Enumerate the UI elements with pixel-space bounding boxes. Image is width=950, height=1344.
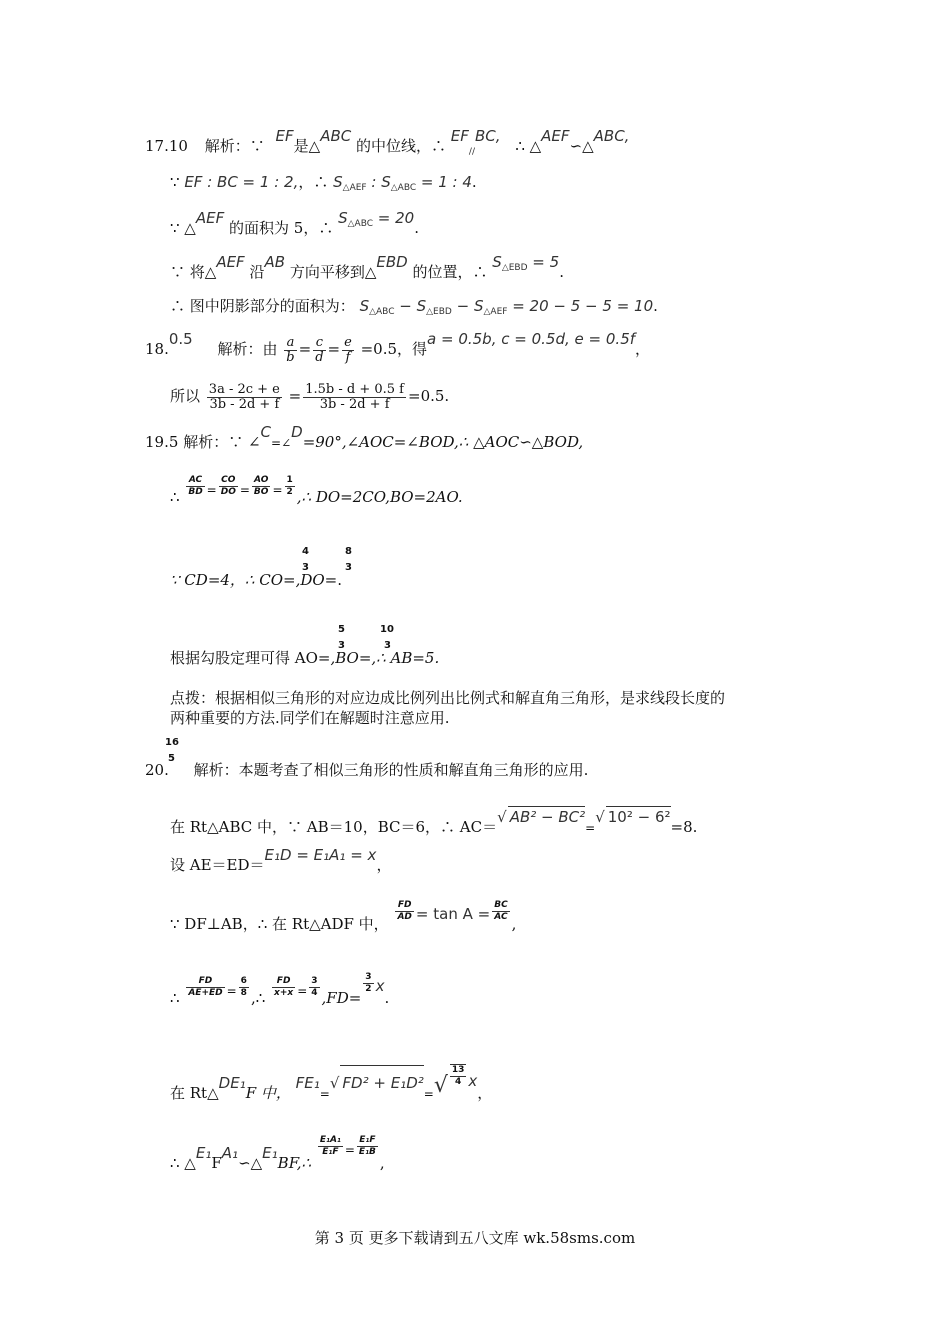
q20-line-6: 在 Rt△DE₁F 中， FE₁=√ FD² + E₁D²=√ $\frac{13}{4}$ x， <box>170 1065 493 1102</box>
q20-line-2: 在 Rt△ABC 中，∵ AB＝10，BC＝6，∴ AC＝√ AB² − BC²=√ 10² − 6²=8. <box>170 808 698 836</box>
q17-line-2: ∵ EF : BC = 1 : 2,，∴ $S_{\triangle AEF}$ : $S_{\triangle ABC} = 1$ : 4. <box>170 173 477 193</box>
q18-line-1: 18.0.5 解析：由 $\frac{a}{b}$ = $\frac{c}{d}$ = $\frac{e}{f}$ =0.5，得a = 0.5b, c = 0.5d, e = 0.5f， <box>145 330 651 365</box>
q20-line-7: ∴ △E₁FA₁∽△E₁BF,∴ $\frac{\text{E₁A₁}}{\text{E₁F}}$ = $\frac{\text{E₁F}}{\text{E₁B}}$ , <box>170 1135 385 1172</box>
q19-line-2: ∴ $\frac{AC}{BD}$ = $\frac{CO}{DO}$ = $\frac{AO}{BO}$ = $\frac{1}{2}$ ,∴ DO=2CO,BO=2AO. <box>170 475 463 506</box>
q19-ao-denominator: 3 <box>338 640 345 651</box>
q20-line-4: ∵ DF⊥AB，∴ 在 Rt△ADF 中， $\frac{FD}{AD}$ = tan A = $\frac{BC}{AC}$ , <box>170 900 517 933</box>
q20-answer-denominator: 5 <box>168 753 175 764</box>
q19-ao-numerator: 5 <box>338 624 345 635</box>
q17-line-5: ∴ 图中阴影部分的面积为： $S_{\triangle ABC} - S_{\triangle EBD} - S_{\triangle AEF} = 20 - 5 - 5 = 10$. <box>170 297 658 317</box>
q18-frac-a-b: $\frac{a}{b}$ <box>286 334 295 365</box>
page-footer: 第 3 页 更多下载请到五八文库 wk.58sms.com <box>314 1229 636 1247</box>
q17-line-1: 17.10 解析：∵ EF是△ABC 的中位线，∴ $EF_{//}BC$, ∴ △AEF∽△ABC, <box>145 127 630 157</box>
q17-line-4: ∵ 将△AEF 沿AB 方向平移到△EBD 的位置，∴ $S^{\triangle EBD} = 5$. <box>170 253 564 281</box>
q19-line-3: ∵ CD=4，∴ CO=,DO=. <box>170 571 343 589</box>
q18-frac-right: $\frac{1.5b - d + 0.5 f}{3b - 2d + f}$ <box>305 381 404 412</box>
q18-frac-e-f: $\frac{e}{f}$ <box>344 334 352 365</box>
q20-line-3: 设 AE＝ED＝E₁D = E₁A₁ = x， <box>170 846 392 874</box>
q18-answer: 0.5 <box>168 330 193 348</box>
q20-line-1: 20. 解析：本题考查了相似三角形的性质和解直角三角形的应用. <box>145 761 589 779</box>
q19-co-denominator: 3 <box>302 562 309 573</box>
q18-line-2: 所以 $\frac{3a - 2c + e}{3b - 2d + f}$ = $\frac{1.5b - d + 0.5 f}{3b - 2d + f}$ =0.5. <box>170 381 450 412</box>
q19-bo-numerator: 10 <box>380 624 394 635</box>
q19-do-numerator: 8 <box>345 546 352 557</box>
q19-line-1: 19.5 解析：∵ ∠C=∠D=90°,∠AOC=∠BOD,∴ △AOC∽△BOD, <box>145 423 584 451</box>
q18-label: 18. <box>145 340 169 358</box>
q17-label: 17.10 <box>145 137 188 155</box>
q19-label: 19.5 <box>145 433 179 451</box>
q18-frac-c-d: $\frac{c}{d}$ <box>315 334 324 365</box>
q20-answer-numerator: 16 <box>165 737 179 748</box>
q18-frac-left: $\frac{3a - 2c + e}{3b - 2d + f}$ <box>208 381 280 412</box>
q19-tip-line-1: 点拨：根据相似三角形的对应边成比例列出比例式和解直角三角形，是求线段长度的 <box>170 689 726 707</box>
q19-co-numerator: 4 <box>302 546 309 557</box>
q20-label: 20. <box>145 761 169 779</box>
q17-line-3: ∵ △AEF 的面积为 5，∴ $S^{\triangle ABC} = 20$. <box>170 209 420 237</box>
q20-line-5: ∴ $\frac{FD}{AE+ED}$ = $\frac{6}{8}$ ,∴ $\frac{FD}{x+x}$ = $\frac{3}{4}$ ,FD= $\frac{3}{2}$ x. <box>170 972 390 1007</box>
q19-do-denominator: 3 <box>345 562 352 573</box>
q19-bo-denominator: 3 <box>384 640 391 651</box>
q19-line-4: 根据勾股定理可得 AO=,BO=,∴ AB=5. <box>170 649 440 667</box>
q19-tip-line-2: 两种重要的方法.同学们在解题时注意应用. <box>170 709 450 727</box>
